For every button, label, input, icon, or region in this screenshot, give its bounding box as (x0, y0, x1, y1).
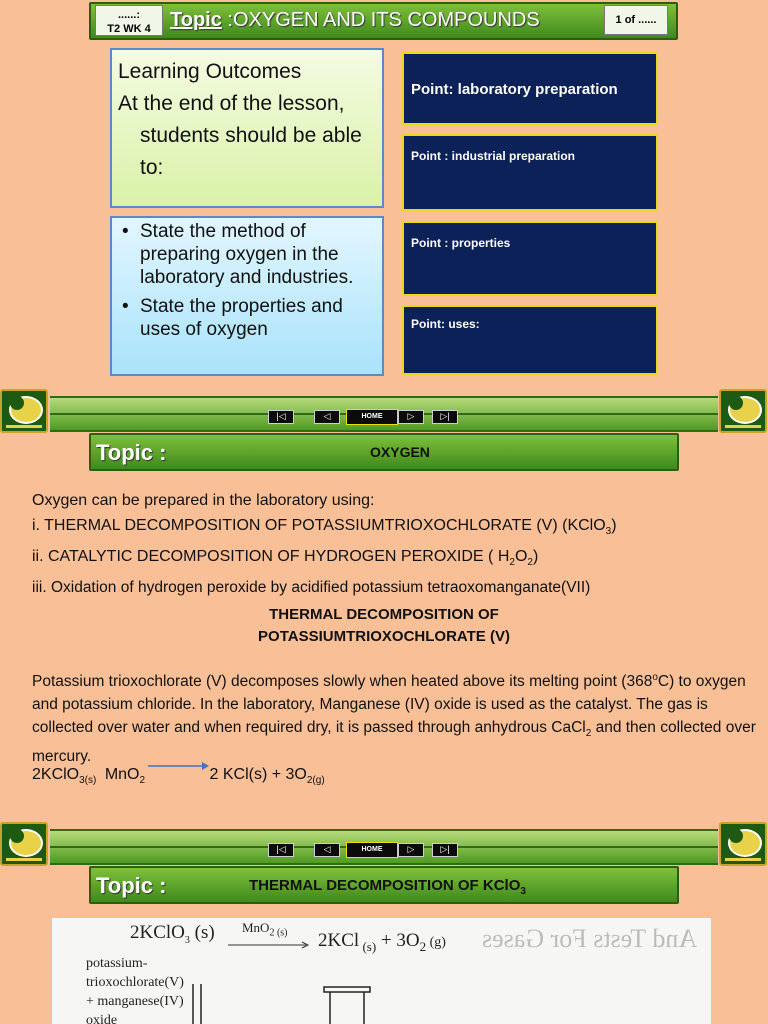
outcome-text: State the properties and uses of oxygen (140, 296, 343, 340)
prep-method-1: i. THERMAL DECOMPOSITION OF POTASSIUMTRIOXOCHLORATE (V) (KClO$_3$) (32, 517, 617, 538)
point-industrial-preparation[interactable] (402, 134, 658, 211)
outcomes-intro: At the end of the lesson, students should be able to: (118, 92, 362, 179)
section-heading-line: THERMAL DECOMPOSITION OF (269, 606, 499, 623)
learning-outcomes-box (110, 48, 384, 208)
week-tag-top: ......: (118, 9, 140, 21)
point-label: Point : properties (411, 236, 511, 250)
topic-colon: : (153, 440, 167, 465)
scanned-diagram (52, 918, 711, 1024)
point-laboratory-preparation[interactable] (402, 52, 658, 125)
week-tag (95, 5, 163, 36)
scan-bleed-text: And Tests For Gases (482, 924, 698, 953)
next-slide-button[interactable]: ▷ (398, 410, 424, 424)
first-slide-button[interactable]: |◁ (268, 410, 294, 424)
last-slide-button[interactable]: ▷| (432, 843, 458, 857)
test-tube-icon (190, 984, 204, 1024)
school-seal-left (0, 389, 48, 433)
nav-bar (50, 829, 718, 865)
outcomes-title: Learning Outcomes (118, 60, 302, 83)
outcomes-list-box (110, 216, 384, 376)
school-seal-left (0, 822, 48, 866)
prep-intro: Oxygen can be prepared in the laboratory using: (32, 492, 375, 509)
next-slide-button[interactable]: ▷ (398, 843, 424, 857)
topic-title: :OXYGEN AND ITS COMPOUNDS (221, 9, 540, 31)
topic-word: Topic (96, 873, 154, 898)
slide2-topic-label (96, 440, 166, 466)
outcome-item: • State the properties and uses of oxygen (122, 296, 343, 340)
topic-colon: : (153, 873, 167, 898)
topic-word: Topic (96, 440, 154, 465)
last-slide-button[interactable]: ▷| (432, 410, 458, 424)
scan-arrow-icon (228, 940, 312, 950)
reaction-arrow-icon (146, 759, 210, 773)
point-uses[interactable] (402, 305, 658, 375)
home-button[interactable]: HOME (346, 842, 398, 858)
scan-equation: 2KClO$_3$ (s) (130, 922, 215, 946)
page-counter: 1 of ...... (604, 5, 668, 35)
school-seal-right (719, 822, 767, 866)
point-label: Point : industrial preparation (411, 149, 576, 163)
scan-reagent-label: potassium- trioxochlorate(V) + manganese(IV) oxide (86, 956, 184, 1024)
prep-method-2: ii. CATALYTIC DECOMPOSITION OF HYDROGEN PEROXIDE ( $H_2O_2$) (32, 548, 539, 569)
home-button[interactable]: HOME (346, 409, 398, 425)
prev-slide-button[interactable]: ◁ (314, 410, 340, 424)
gas-jar-icon (320, 986, 376, 1024)
slide3-topic-title: THERMAL DECOMPOSITION OF KClO$_3$ (249, 877, 526, 897)
prep-method-3: iii. Oxidation of hydrogen peroxide by acidified potassium tetraoxomanganate(VII) (32, 579, 591, 597)
section-heading (0, 604, 768, 648)
section-heading-line: POTASSIUMTRIOXOCHLORATE (V) (258, 628, 510, 645)
outcome-item: • State the method of preparing oxygen in the laboratory and industries. (122, 221, 354, 288)
slide2-topic-title: OXYGEN (370, 444, 430, 460)
scan-catalyst: MnO$_{2 (s)}$ (242, 920, 288, 939)
outcome-text: State the method of preparing oxygen in the laboratory and industries. (140, 221, 354, 288)
scan-products: 2KCl $_{(s)} + 3O_2$ (g) (318, 930, 446, 954)
school-seal-right (719, 389, 767, 433)
prev-slide-button[interactable]: ◁ (314, 843, 340, 857)
topic-word: Topic (170, 9, 222, 31)
slide1-topic-heading (170, 7, 540, 33)
explanation-paragraph: Potassium trioxochlorate (V) decomposes slowly when heated above its melting point (368$^o$C) to oxygen and potassium chloride. In the laboratory, Manganese (IV) oxide is used as the catalyst. The gas is collected over water and when required dry, it is passed through anhydrous CaCl$_2$ and then collected over mercury. (32, 672, 756, 766)
first-slide-button[interactable]: |◁ (268, 843, 294, 857)
prep-methods-list (32, 489, 762, 599)
point-label: Point: uses: (411, 317, 480, 331)
reaction-equation: 2KClO$_{3(s)}$ MnO$_2$ 2 $KCl(s) + 3O_{2(g)}$ (32, 759, 532, 792)
slide3-topic-label (96, 873, 166, 899)
point-properties[interactable] (402, 221, 658, 296)
nav-bar (50, 396, 718, 432)
week-tag-bottom: T2 WK 4 (107, 23, 151, 35)
point-label: Point: laboratory preparation (411, 81, 618, 98)
